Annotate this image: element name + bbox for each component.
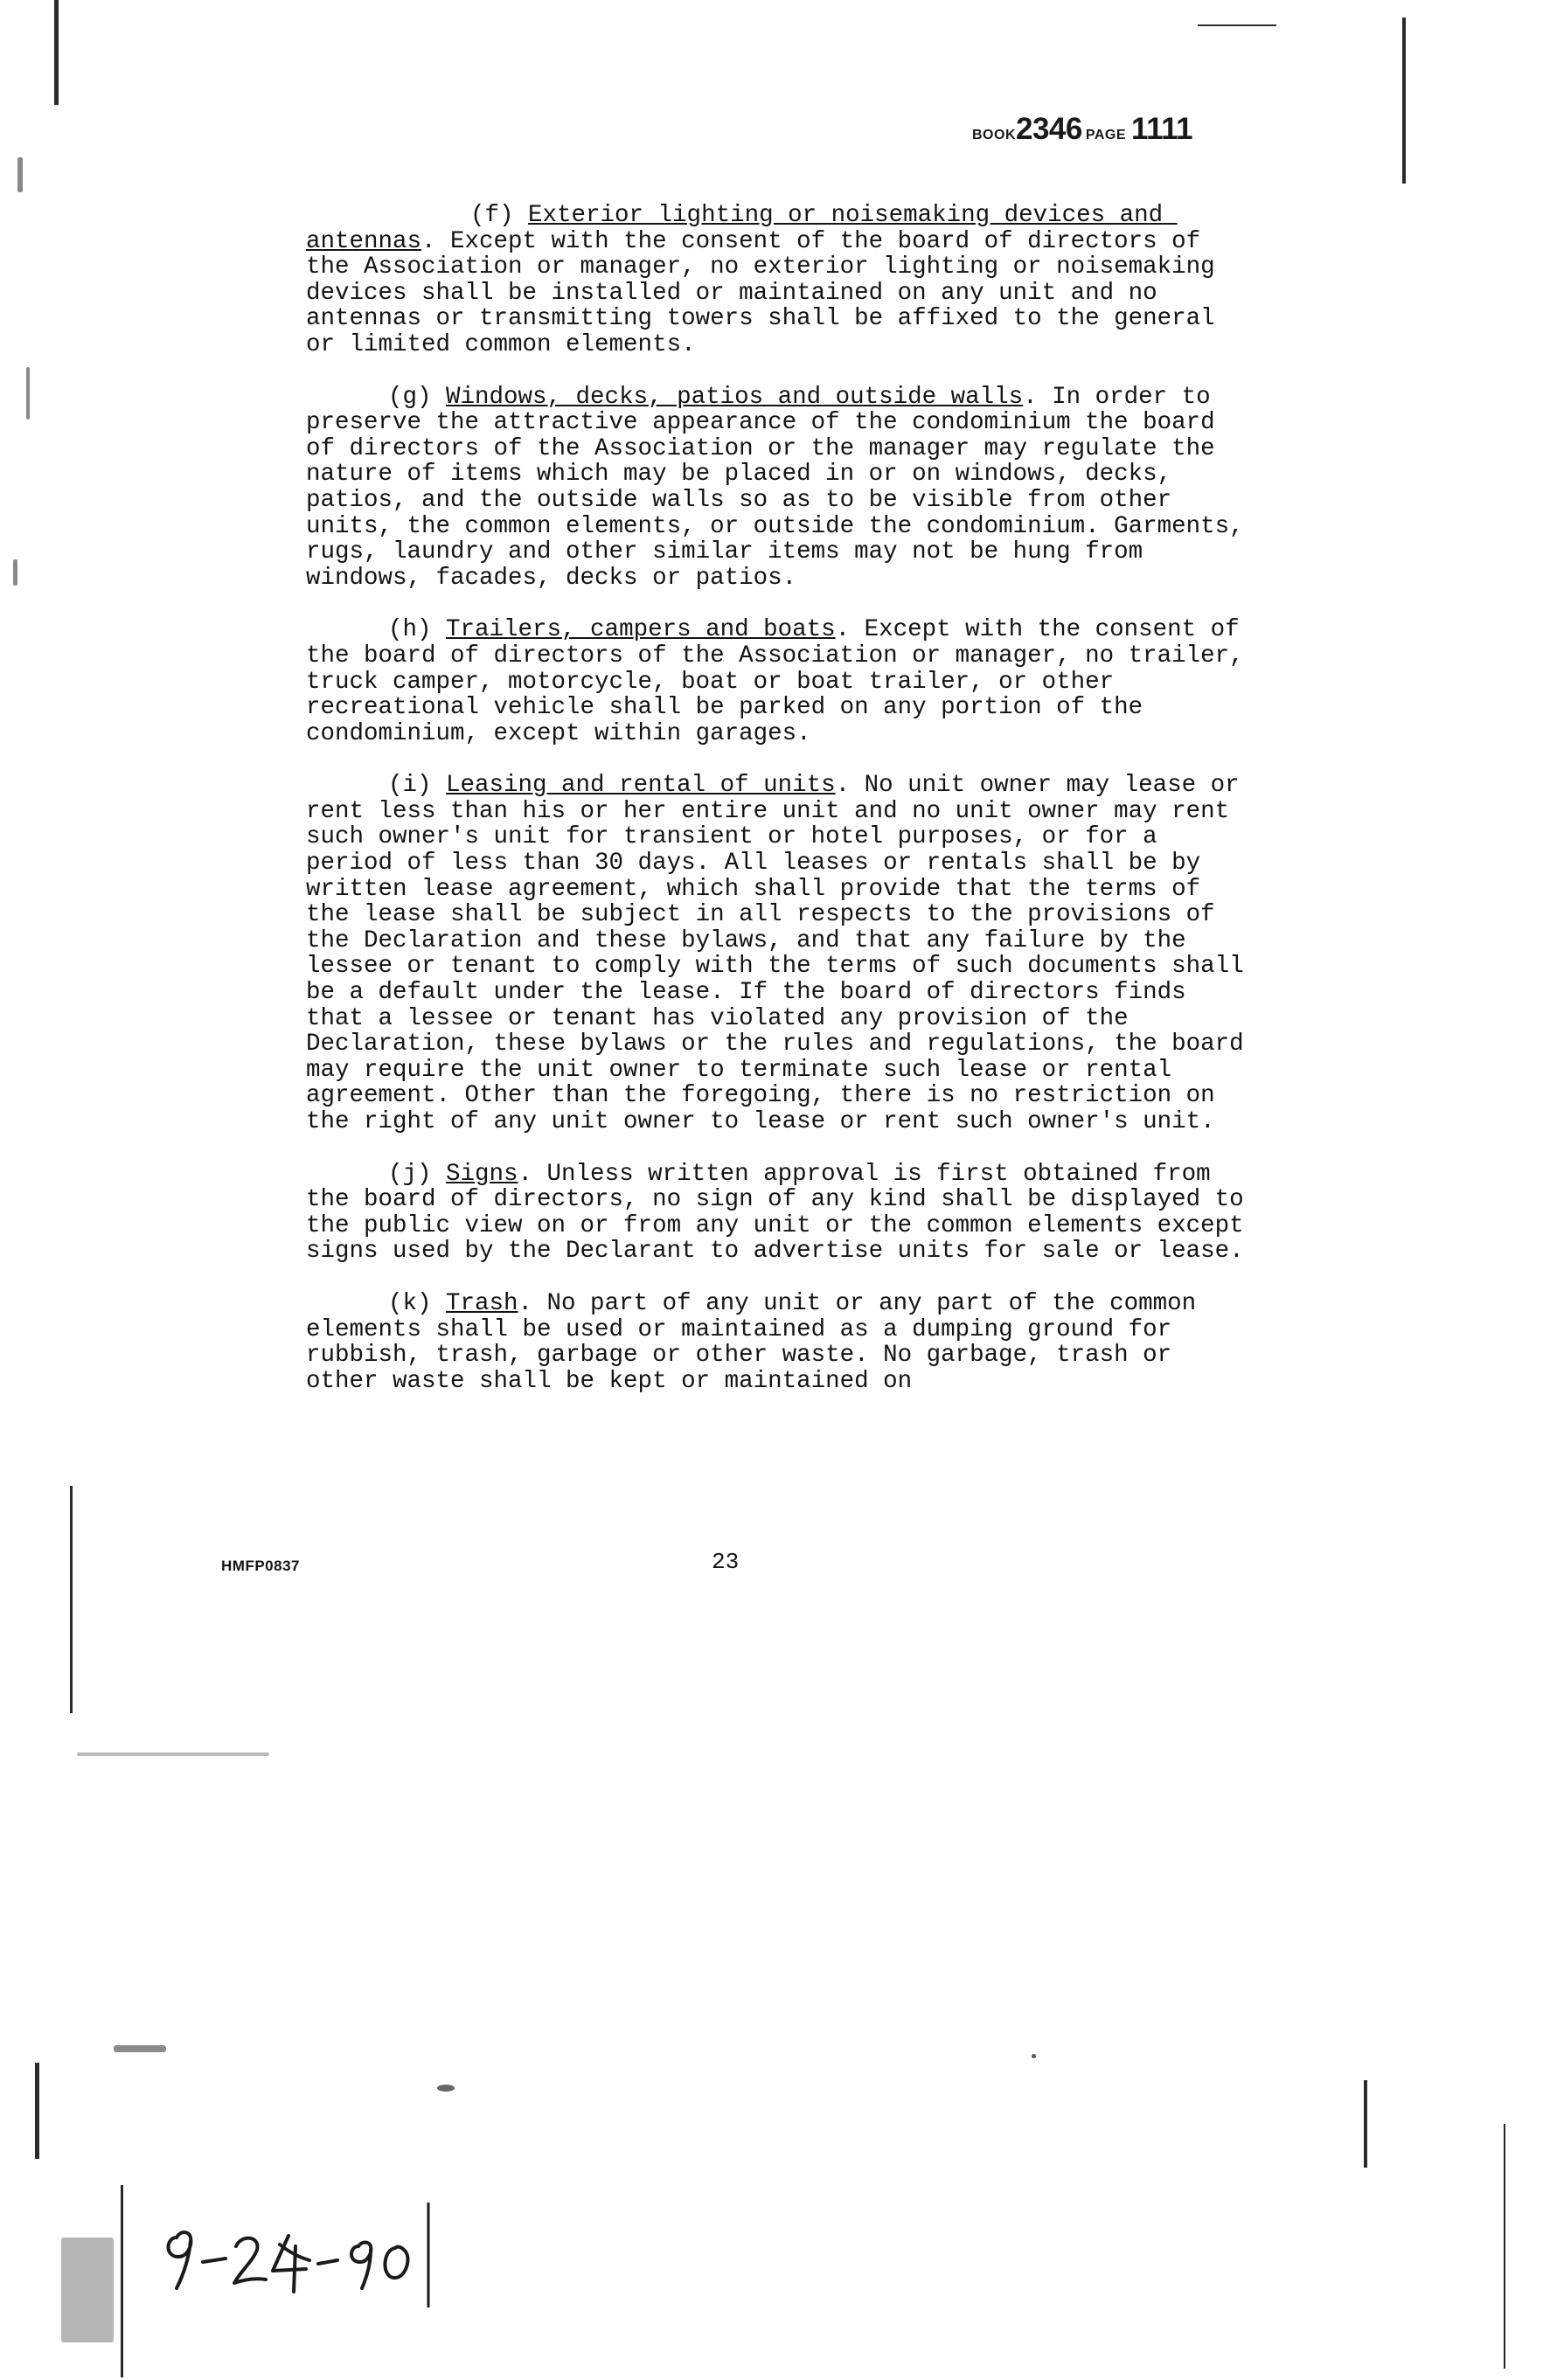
scan-edge-left-bottom2 — [121, 2185, 123, 2377]
page-label: PAGE — [1085, 128, 1127, 142]
book-number: 2346 — [1016, 112, 1082, 146]
scan-edge-right — [1402, 17, 1406, 184]
section-letter: (g) — [388, 383, 432, 411]
document-code: HMFP0837 — [221, 1558, 300, 1574]
section-heading: Leasing and rental of units — [446, 772, 836, 800]
scan-speckle — [1032, 2054, 1036, 2058]
section-h — [306, 616, 1259, 747]
scan-speckle — [77, 1752, 269, 1756]
scan-edge-left-lower — [70, 1486, 73, 1713]
scan-edge-left — [54, 0, 59, 105]
section-letter: (j) — [388, 1160, 432, 1188]
scan-edge-left-bottom — [35, 2063, 39, 2159]
scan-edge-right-lower — [1364, 2080, 1367, 2168]
section-f — [306, 203, 1250, 358]
section-heading: Windows, decks, patios and outside walls — [446, 383, 1024, 411]
section-text: . No unit owner may lease or rent less than his or her entire unit and no unit owner may rent such owner's unit for transient or hotel purposes, or for a period of less than 30 days. All leases or rentals shall be by written lease agreement, which shall provide that the terms of the lease shall be subject in all respects to the provisions of the Declaration and these bylaws, and that any failure by the lessee or tenant to comply with the terms of such documents shall be a default under the lease. If the board of directors finds that a lessee or tenant has violated any provision of the Declaration, these bylaws or the rules and regulations, the board may require the unit owner to terminate such lease or rental agreement. Other than the foregoing, there is no restriction on the right of any unit owner to lease or rent such owner's unit. — [306, 772, 1259, 1135]
book-page-reference — [972, 112, 1192, 147]
scan-edge-bottom-right — [1504, 2124, 1505, 2369]
scan-speckle — [437, 2085, 455, 2092]
section-heading: Trash — [446, 1289, 518, 1317]
scan-speckle — [61, 2238, 114, 2342]
section-i — [306, 772, 1259, 1135]
scan-speckle — [26, 367, 30, 420]
section-text: . No part of any unit or any part of the common elements shall be used or maintained as a dumping ground for rubbish, trash, garbage or other waste. No garbage, trash or other waste shall be kept or maintained on — [306, 1289, 1211, 1395]
section-text: . In order to preserve the attractive appearance of the condominium the board of directors of the Association or the manager may regulate the nature of items which may be placed in or on windows, decks, patios, and the outside walls so as to be visible from other units, the common elements, or outside the condominium. Garments, rugs, laundry and other similar items may not be hung from windows, facades, decks or patios. — [306, 383, 1259, 592]
section-heading: Signs — [446, 1160, 518, 1188]
page-number: 23 — [712, 1549, 740, 1575]
scan-speckle — [114, 2045, 166, 2052]
section-letter: (k) — [388, 1289, 432, 1317]
scan-speckle — [13, 559, 17, 586]
book-label: BOOK — [972, 128, 1016, 142]
section-text: . Unless written approval is first obtained from the board of directors, no sign of any kind shall be displayed to the public view on or from any unit or the common elements except signs used by the Declarant to advertise units for sale or lease. — [306, 1160, 1259, 1266]
document-body — [306, 202, 1259, 1420]
section-j — [306, 1160, 1259, 1266]
page-number-top: 1111 — [1131, 112, 1193, 146]
section-heading: Exterior lighting or noisemaking devices and antennas — [306, 202, 1178, 255]
scan-top-line — [1198, 24, 1276, 26]
section-text: . Except with the consent of the board of directors of the Association or manager, no trailer, truck camper, motorcycle, boat or boat trailer, or other recreational vehicle shall be parked on any portion of the condominium, except within garages. — [306, 616, 1259, 747]
section-letter: (f) — [470, 202, 514, 229]
section-letter: (h) — [388, 616, 432, 644]
section-k — [306, 1291, 1250, 1394]
section-letter: (i) — [388, 772, 432, 800]
scan-speckle — [17, 157, 23, 192]
handwritten-date — [157, 2203, 437, 2307]
section-text: . Except with the consent of the board of directors of the Association or manager, no exterior lighting or noisemaking devices shall be installed or maintained on any unit and no antennas or transmitting towers shall be affixed to the general or limited common elements. — [306, 227, 1230, 358]
section-g — [306, 383, 1259, 592]
section-heading: Trailers, campers and boats — [446, 616, 836, 644]
